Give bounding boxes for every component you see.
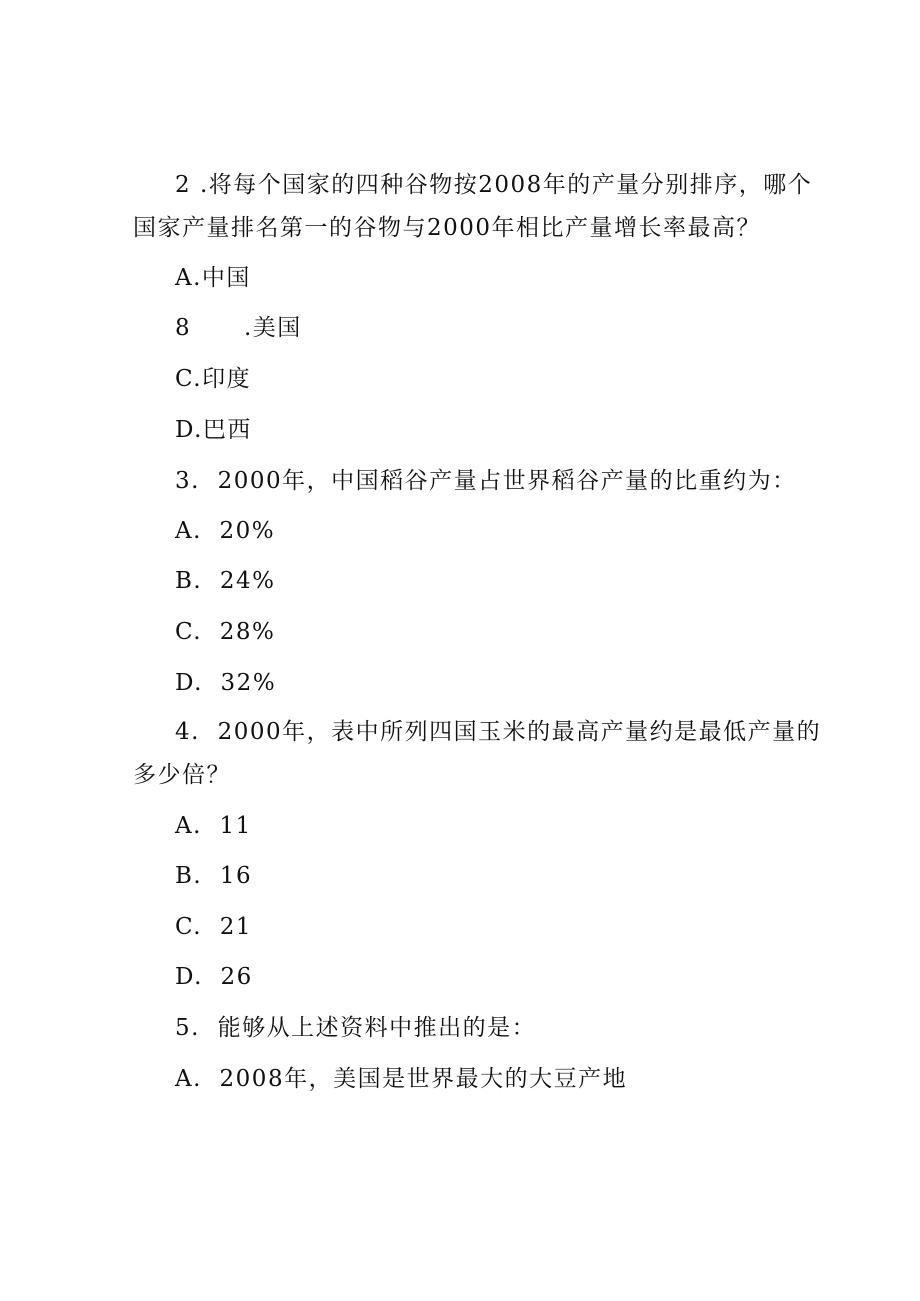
question-5-option-a: A. 2008年，美国是世界最大的大豆产地 [175, 1066, 628, 1092]
question-4-option-a: A. 11 [175, 813, 252, 839]
question-4-option-d: D. 26 [175, 964, 253, 990]
question-3-option-c: C. 28% [175, 619, 276, 645]
question-3-stem: 3. 2000年，中国稻谷产量占世界稻谷产量的比重约为： [175, 468, 797, 494]
question-5-stem: 5. 能够从上述资料中推出的是： [175, 1015, 537, 1041]
question-2-option-a: A.中国 [175, 265, 251, 291]
question-4-option-c: C. 21 [175, 914, 252, 940]
question-2-stem-line-1: 2 .将每个国家的四种谷物按2008年的产量分别排序，哪个 [175, 172, 813, 198]
question-2-option-b: 8 .美国 [175, 315, 302, 341]
question-4-stem-line-1: 4. 2000年，表中所列四国玉米的最高产量约是最低产量的 [175, 719, 822, 745]
question-3-option-b: B. 24% [175, 568, 276, 594]
question-2-option-d: D.巴西 [175, 417, 252, 443]
question-3-option-d: D. 32% [175, 670, 277, 696]
question-3-option-a: A. 20% [175, 518, 276, 544]
question-4-stem-line-2: 多少倍？ [133, 762, 231, 788]
question-2-option-c: C.印度 [175, 366, 252, 392]
question-4-option-b: B. 16 [175, 863, 253, 889]
question-2-stem-line-2: 国家产量排名第一的谷物与2000年相比产量增长率最高？ [133, 215, 762, 241]
